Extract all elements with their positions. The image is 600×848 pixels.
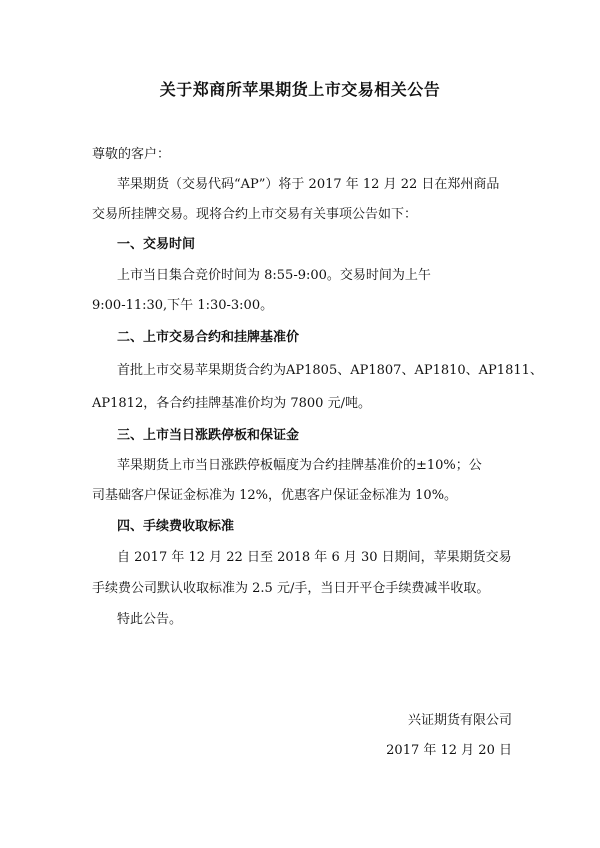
section-4-line-1: 自 2017 年 12 月 22 日至 2018 年 6 月 30 日期间，苹果期货交易 [117,550,512,565]
section-2-line-2: AP1812，各合约挂牌基准价均为 7800 元/吨。 [92,396,371,411]
signature-date: 2017 年 12 月 20 日 [386,743,512,758]
section-3-line-1: 苹果期货上市当日涨跌停板幅度为合约挂牌基准价的±10%；公 [117,458,482,473]
intro-line-1: 苹果期货（交易代码“AP”）将于 2017 年 12 月 22 日在郑州商品 [117,177,500,192]
closing-text: 特此公告。 [117,612,183,627]
salutation: 尊敬的客户： [92,147,171,162]
section-1-line-1: 上市当日集合竞价时间为 8:55-9:00。交易时间为上午 [117,268,431,283]
intro-line-2: 交易所挂牌交易。现将合约上市交易有关事项公告如下： [92,207,418,222]
section-2-line-1: 首批上市交易苹果期货合约为AP1805、AP1807、AP1810、AP1811、 [117,363,543,378]
signature-company: 兴证期货有限公司 [407,713,512,728]
section-1-line-2: 9:00-11:30,下午 1:30-3:00。 [92,298,274,313]
section-heading-trading-hours: 一、交易时间 [117,237,196,252]
notice-title: 关于郑商所苹果期货上市交易相关公告 [159,80,441,99]
section-3-line-2: 司基础客户保证金标准为 12%，优惠客户保证金标准为 10%。 [92,488,458,503]
section-heading-fees: 四、手续费收取标准 [117,519,235,534]
section-heading-limits-margin: 三、上市当日涨跌停板和保证金 [117,428,300,443]
section-4-line-2: 手续费公司默认收取标准为 2.5 元/手，当日开平仓手续费减半收取。 [92,581,490,596]
section-heading-contracts: 二、上市交易合约和挂牌基准价 [117,330,300,345]
